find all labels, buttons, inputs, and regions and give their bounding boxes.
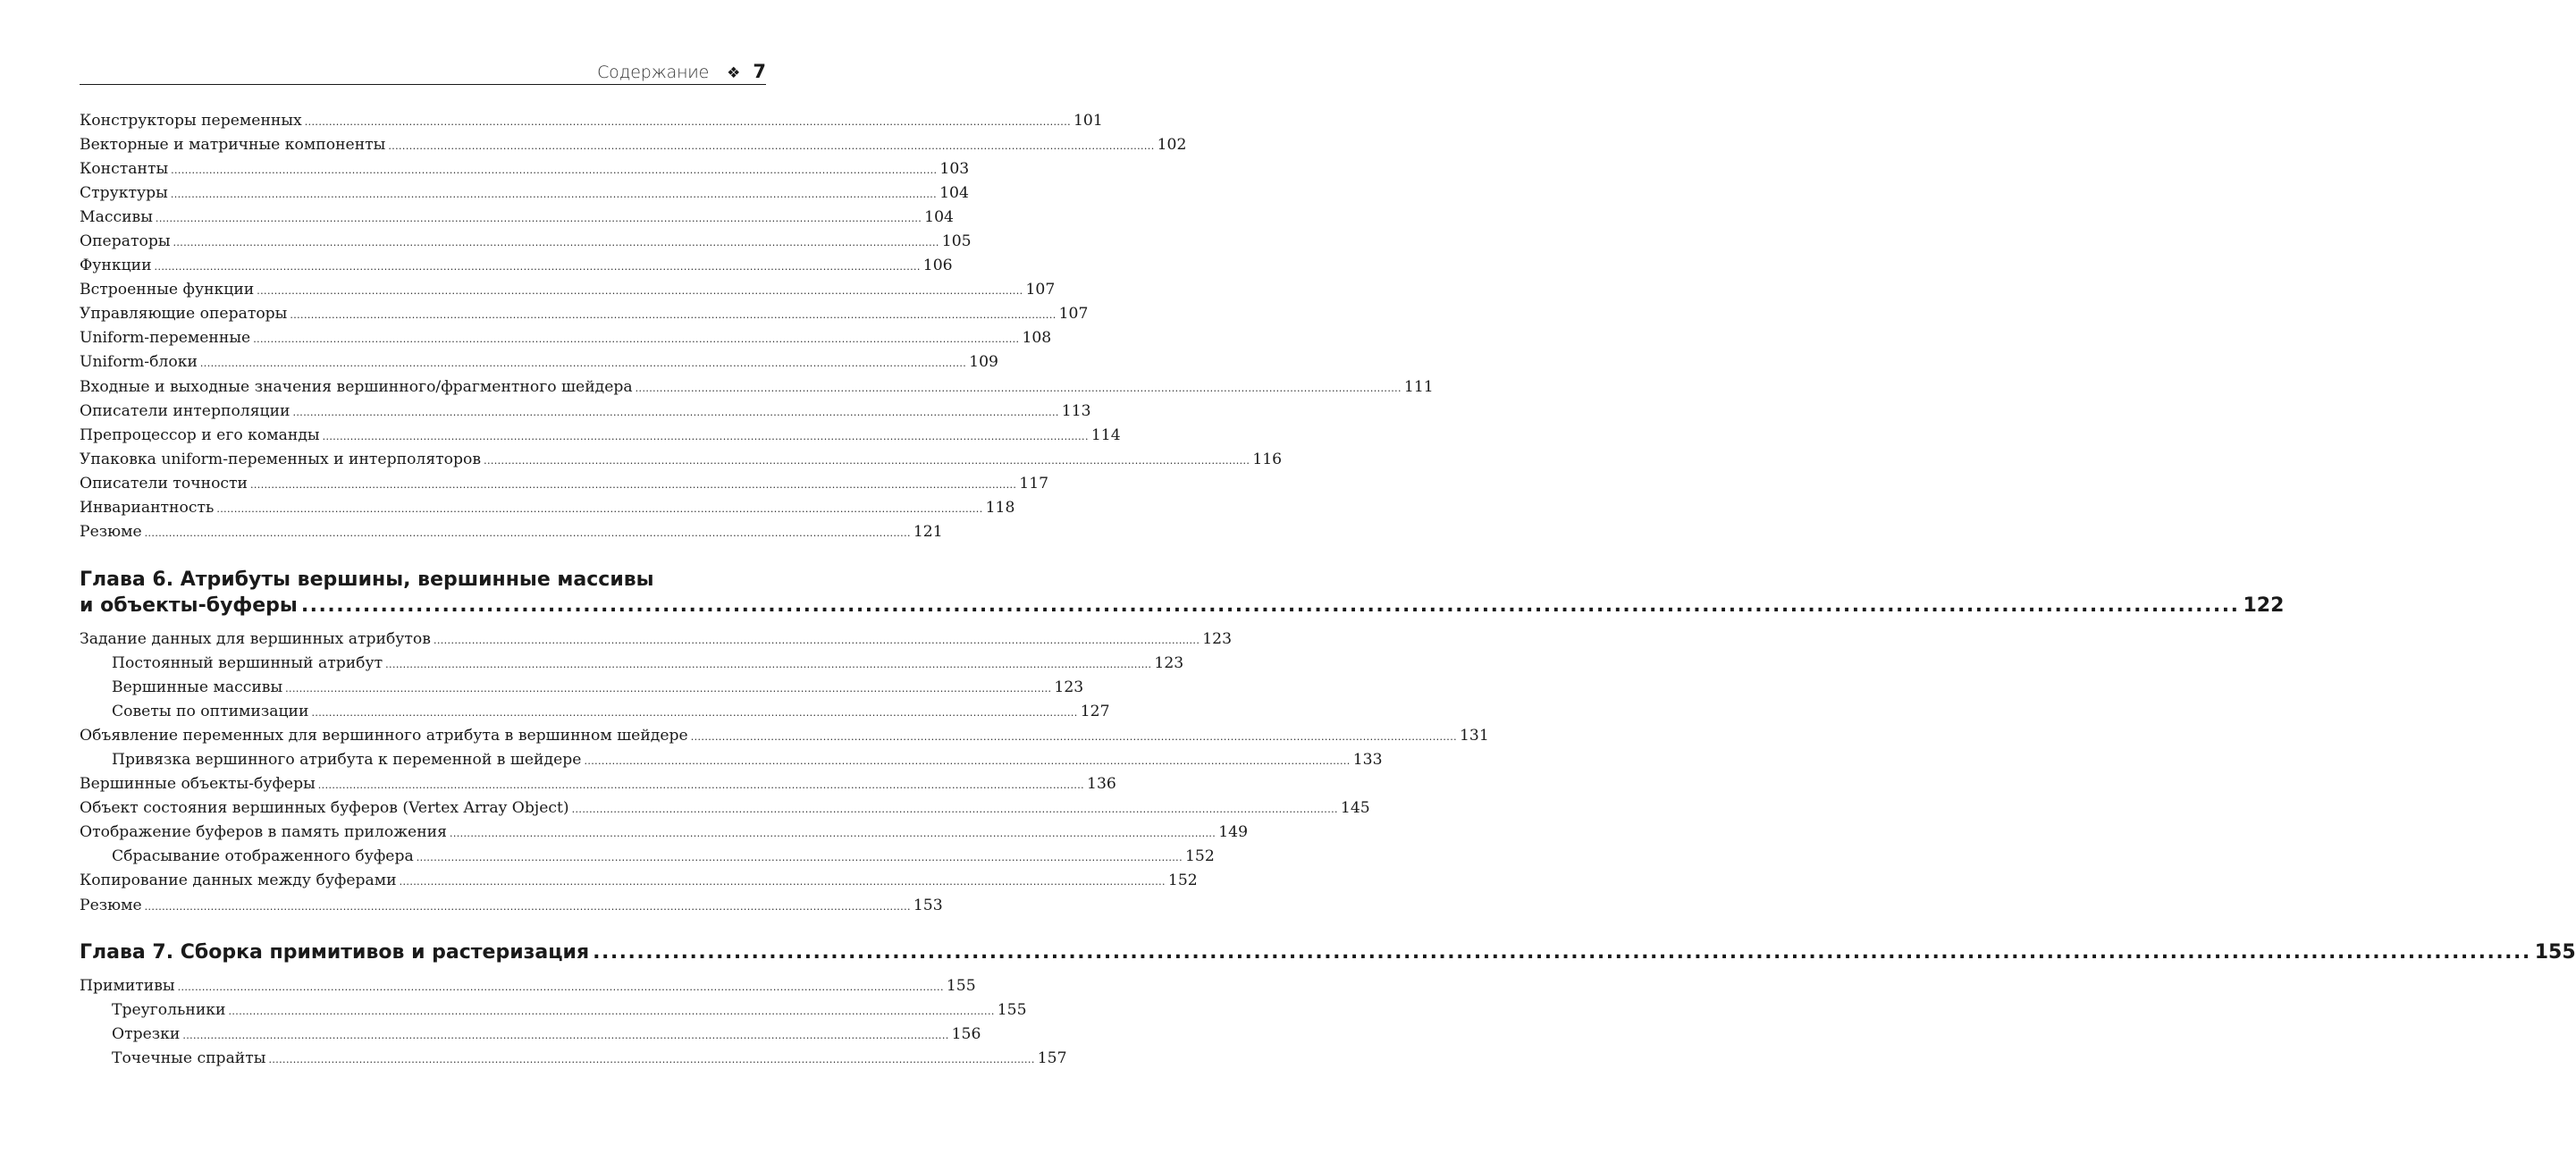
- toc-entry-label: Задание данных для вершинных атрибутов: [80, 630, 431, 648]
- leader-dots: ............................................................................................................................................................................................................................: [155, 213, 922, 224]
- header-page-number: 7: [753, 61, 766, 82]
- toc-entry-label: Встроенные функции: [80, 281, 255, 299]
- toc-entry-page: 123: [1202, 630, 1233, 648]
- toc-entry-label: Управляющие операторы: [80, 305, 288, 323]
- toc-entry-label: Описатели интерполяции: [80, 402, 290, 420]
- leader-dots: ............................................................................................................................................................................................................................: [416, 852, 1183, 863]
- toc-entry-label: Препроцессор и его команды: [80, 426, 320, 444]
- leader-dots: ............................................................................................................................................................................................................................: [484, 455, 1250, 467]
- leader-dots: ............................................................................................................................................................................................................................: [290, 309, 1056, 321]
- leader-dots: ............................................................................................................................................................................................................................: [304, 116, 1071, 128]
- toc-subentry[interactable]: [112, 845, 1215, 869]
- header-section-title: Содержание: [597, 63, 710, 82]
- toc-entry-label: Конструкторы переменных: [80, 112, 302, 130]
- toc-subentry[interactable]: [112, 676, 1084, 700]
- toc-entry-page: 145: [1340, 799, 1370, 817]
- leader-dots: ............................................................................................................................................................................................................................: [584, 755, 1351, 767]
- leader-dots: ............................................................................................................................................................................................................................: [170, 189, 938, 200]
- toc-entry-page: 107: [1025, 281, 1056, 299]
- leader-dots: ............................................................................................................................................................................................................................: [593, 941, 2531, 964]
- toc-entry-label: Резюме: [80, 897, 142, 914]
- toc-entry[interactable]: [80, 181, 969, 206]
- leader-dots: ............................................................................................................................................................................................................................: [154, 261, 921, 273]
- leader-dots: ............................................................................................................................................................................................................................: [171, 164, 938, 176]
- leader-dots: ............................................................................................................................................................................................................................: [311, 707, 1078, 719]
- toc-subentry[interactable]: [112, 652, 1184, 676]
- toc-entry[interactable]: [80, 796, 1370, 821]
- leader-dots: ............................................................................................................................................................................................................................: [144, 901, 911, 913]
- leader-dots: ............................................................................................................................................................................................................................: [285, 683, 1052, 695]
- toc-entry-label: Примитивы: [80, 977, 175, 995]
- toc-subentry[interactable]: [112, 700, 1110, 724]
- toc-entry-page: 133: [1352, 751, 1383, 769]
- toc-entry-page: 127: [1080, 703, 1110, 720]
- toc-entry[interactable]: [80, 254, 953, 278]
- toc-entry-page: 155: [997, 1001, 1027, 1019]
- leader-dots: ............................................................................................................................................................................................................................: [199, 358, 967, 369]
- leader-dots: ............................................................................................................................................................................................................................: [292, 407, 1059, 418]
- chapter-heading[interactable]: [80, 567, 2285, 619]
- leader-dots: ............................................................................................................................................................................................................................: [144, 527, 911, 539]
- toc-entry-page: 103: [939, 160, 970, 178]
- toc-subentry[interactable]: [112, 998, 1027, 1023]
- toc-entry[interactable]: [80, 206, 954, 230]
- toc-entry[interactable]: [80, 157, 970, 181]
- toc-entry-page: 109: [969, 353, 998, 371]
- toc-entry-page: 152: [1167, 872, 1198, 889]
- leader-dots: ............................................................................................................................................................................................................................: [253, 333, 1020, 345]
- toc-entry-label: Uniform-блоки: [80, 353, 198, 371]
- toc-entry-page: 136: [1087, 775, 1116, 793]
- toc-entry[interactable]: [80, 230, 972, 254]
- toc-entry[interactable]: [80, 400, 1091, 424]
- leader-dots: ............................................................................................................................................................................................................................: [635, 383, 1402, 394]
- toc-entry[interactable]: [80, 894, 943, 918]
- toc-entry-label: Инвариантность: [80, 499, 215, 517]
- toc-entry-label: Привязка вершинного атрибута к переменной в шейдере: [112, 751, 582, 769]
- chapter-title-line: Глава 7. Сборка примитивов и растеризация: [80, 941, 590, 964]
- toc-entry-label: Векторные и матричные компоненты: [80, 136, 386, 154]
- toc-entry-label: Отображение буферов в память приложения: [80, 823, 447, 841]
- toc-entry[interactable]: [80, 821, 1249, 845]
- toc-entry-page: 121: [913, 523, 943, 541]
- toc-entry-page: 104: [924, 208, 954, 226]
- toc-entry[interactable]: [80, 302, 1089, 326]
- leader-dots: ............................................................................................................................................................................................................................: [268, 1054, 1035, 1065]
- toc-entry[interactable]: [80, 375, 1434, 400]
- toc-entry[interactable]: [80, 424, 1121, 448]
- toc-entry-page: 155: [946, 977, 976, 995]
- toc-entry-label: Вершинные объекты-буферы: [80, 775, 316, 793]
- toc-entry[interactable]: [80, 724, 1489, 748]
- leader-dots: ............................................................................................................................................................................................................................: [177, 981, 944, 993]
- toc-entry[interactable]: [80, 350, 998, 375]
- toc-entry[interactable]: [80, 520, 943, 544]
- toc-entry[interactable]: [80, 278, 1056, 302]
- chapter-title-line: и объекты-буферы: [80, 594, 298, 617]
- toc-entry[interactable]: [80, 627, 1233, 652]
- chapter-page: 122: [2243, 594, 2285, 617]
- toc-entry-page: 153: [913, 897, 943, 914]
- toc-entry-page: 108: [1022, 329, 1052, 347]
- toc-entry-page: 123: [1054, 678, 1084, 696]
- toc-entry-label: Упаковка uniform-переменных и интерполяторов: [80, 450, 482, 468]
- toc-entry-label: Описатели точности: [80, 475, 248, 493]
- toc-entry-label: Копирование данных между буферами: [80, 872, 397, 889]
- leader-dots: ............................................................................................................................................................................................................................: [228, 1006, 995, 1017]
- toc-entry[interactable]: [80, 496, 1015, 520]
- toc-entry-page: 152: [1184, 847, 1215, 865]
- leader-dots: ............................................................................................................................................................................................................................: [385, 659, 1152, 670]
- leader-dots: ............................................................................................................................................................................................................................: [250, 479, 1017, 491]
- toc-entry[interactable]: [80, 133, 1187, 157]
- toc-entry-page: 156: [951, 1025, 981, 1043]
- toc-entry[interactable]: [80, 974, 976, 998]
- toc-entry-page: 114: [1090, 426, 1121, 444]
- toc-entry-label: Советы по оптимизации: [112, 703, 309, 720]
- toc-entry-page: 113: [1061, 402, 1091, 420]
- toc-entry-label: Вершинные массивы: [112, 678, 283, 696]
- leader-dots: ............................................................................................................................................................................................................................: [690, 731, 1457, 743]
- toc-entry-label: Объявление переменных для вершинного атрибута в вершинном шейдере: [80, 727, 688, 745]
- toc-entry-label: Функции: [80, 257, 152, 274]
- toc-entry-page: 111: [1403, 378, 1434, 396]
- toc-entry-page: 123: [1154, 654, 1184, 672]
- toc-entry-label: Константы: [80, 160, 169, 178]
- leader-dots: ............................................................................................................................................................................................................................: [300, 594, 2240, 617]
- toc-entry[interactable]: [80, 448, 1283, 472]
- toc-entry-page: 105: [941, 232, 972, 250]
- leader-dots: ............................................................................................................................................................................................................................: [182, 1030, 949, 1041]
- toc-entry-page: 157: [1037, 1049, 1067, 1067]
- toc-entry-label: Резюме: [80, 523, 142, 541]
- running-header: [80, 57, 766, 85]
- chapter-page: 155: [2534, 941, 2576, 964]
- toc-entry-page: 101: [1073, 112, 1103, 130]
- toc-subentry[interactable]: [112, 1023, 981, 1047]
- toc-entry-page: 116: [1252, 450, 1283, 468]
- toc-subentry[interactable]: [112, 748, 1383, 772]
- leader-dots: ............................................................................................................................................................................................................................: [388, 140, 1155, 152]
- toc-entry-label: Операторы: [80, 232, 171, 250]
- toc-entry-label: Постоянный вершинный атрибут: [112, 654, 383, 672]
- toc-entry[interactable]: [80, 772, 1116, 796]
- fleuron-icon: ❖: [727, 64, 741, 82]
- leader-dots: ............................................................................................................................................................................................................................: [257, 285, 1023, 297]
- chapter-title-line: Глава 6. Атрибуты вершины, вершинные массивы: [80, 568, 654, 591]
- toc-entry-page: 106: [922, 257, 953, 274]
- toc-entry[interactable]: [80, 472, 1049, 496]
- toc-entry-label: Точечные спрайты: [112, 1049, 266, 1067]
- toc-entry-label: Сбрасывание отображенного буфера: [112, 847, 414, 865]
- toc-entry-page: 118: [985, 499, 1015, 517]
- leader-dots: ............................................................................................................................................................................................................................: [433, 635, 1200, 646]
- toc-entry-page: 131: [1459, 727, 1489, 745]
- toc-entry-page: 149: [1218, 823, 1249, 841]
- leader-dots: ............................................................................................................................................................................................................................: [216, 503, 983, 515]
- toc-entry-label: Объект состояния вершинных буферов (Vertex Array Object): [80, 799, 569, 817]
- toc-entry[interactable]: [80, 326, 1052, 350]
- toc-entry-page: 102: [1157, 136, 1187, 154]
- toc-entry-label: Входные и выходные значения вершинного/фрагментного шейдера: [80, 378, 633, 396]
- leader-dots: ............................................................................................................................................................................................................................: [571, 804, 1338, 815]
- toc-entry[interactable]: [80, 109, 1103, 133]
- toc-entry-label: Uniform-переменные: [80, 329, 251, 347]
- toc-entry-page: 104: [939, 184, 969, 202]
- leader-dots: ............................................................................................................................................................................................................................: [449, 828, 1216, 839]
- toc-entry-label: Отрезки: [112, 1025, 181, 1043]
- leader-dots: ............................................................................................................................................................................................................................: [399, 876, 1166, 888]
- chapter-heading[interactable]: [80, 939, 2576, 965]
- leader-dots: ............................................................................................................................................................................................................................: [317, 779, 1085, 791]
- leader-dots: ............................................................................................................................................................................................................................: [322, 431, 1089, 442]
- toc-entry-label: Массивы: [80, 208, 153, 226]
- leader-dots: ............................................................................................................................................................................................................................: [173, 237, 939, 248]
- toc-entry[interactable]: [80, 869, 1198, 893]
- toc-subentry[interactable]: [112, 1047, 1067, 1071]
- toc-entry-label: Структуры: [80, 184, 168, 202]
- toc-entry-page: 107: [1058, 305, 1089, 323]
- toc-entry-page: 117: [1019, 475, 1049, 493]
- toc-entry-label: Треугольники: [112, 1001, 226, 1019]
